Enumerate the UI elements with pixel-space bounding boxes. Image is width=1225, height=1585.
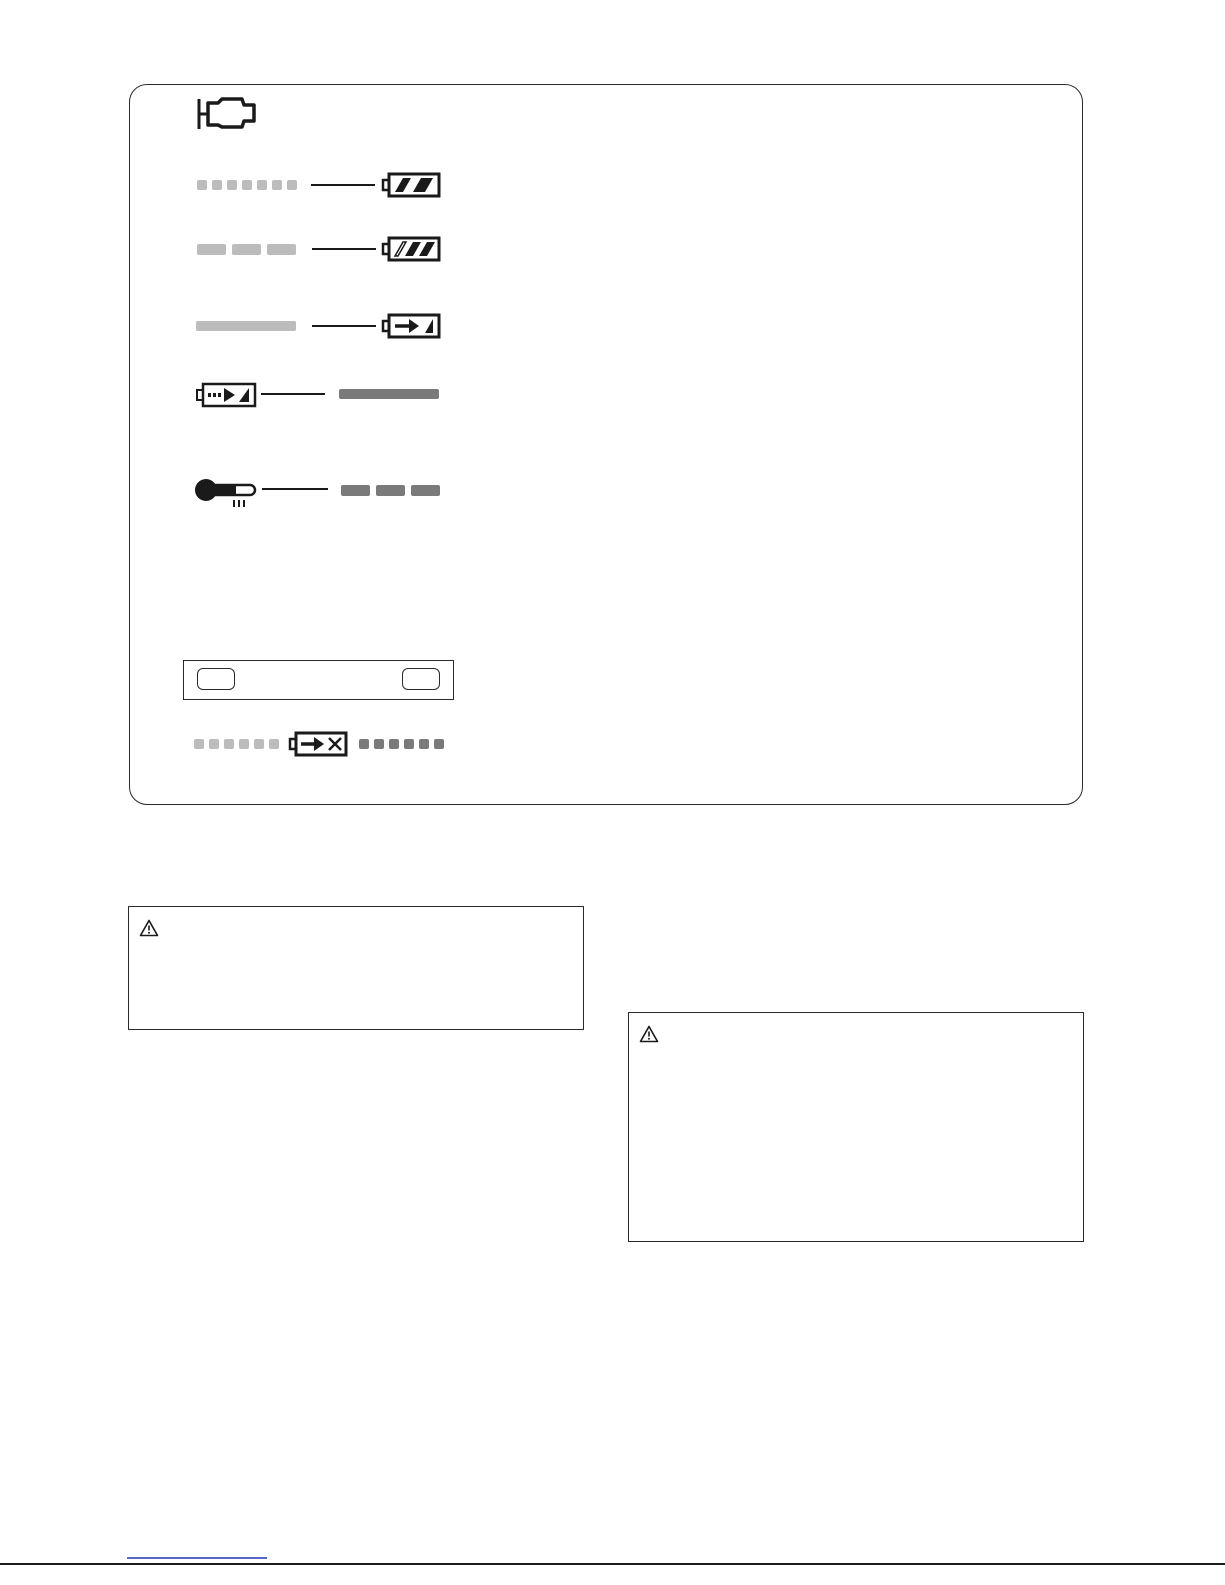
indicator-bar-dark	[339, 389, 439, 399]
indicator-dots-dark	[359, 739, 449, 749]
indicator-dots-light	[197, 180, 302, 190]
thermometer-icon	[194, 477, 258, 509]
battery-charging-icon	[381, 313, 441, 339]
battery-charge-error-icon	[288, 731, 348, 757]
connector-line	[312, 325, 376, 327]
warning-triangle-icon	[139, 919, 159, 942]
warning-triangle-icon	[639, 1025, 659, 1048]
battery-partial-icon	[381, 236, 441, 262]
power-plug-icon	[196, 97, 260, 131]
indicator-dots-light	[194, 739, 284, 749]
warning-box	[128, 906, 584, 1030]
right-button[interactable]	[402, 668, 440, 690]
indicator-bar-light	[196, 321, 296, 331]
connector-line	[312, 248, 376, 250]
footer-link-underline	[127, 1557, 267, 1559]
battery-full-icon	[381, 172, 441, 198]
button-panel	[183, 660, 454, 700]
page-bottom-rule	[0, 1563, 1225, 1565]
connector-line	[262, 488, 328, 490]
connector-line	[311, 184, 375, 186]
indicator-dashes-dark	[341, 485, 446, 496]
indicator-dashes-light	[197, 244, 302, 255]
left-button[interactable]	[197, 668, 235, 690]
connector-line	[261, 393, 325, 395]
battery-charging-progress-icon	[195, 382, 257, 408]
warning-box	[628, 1012, 1084, 1242]
